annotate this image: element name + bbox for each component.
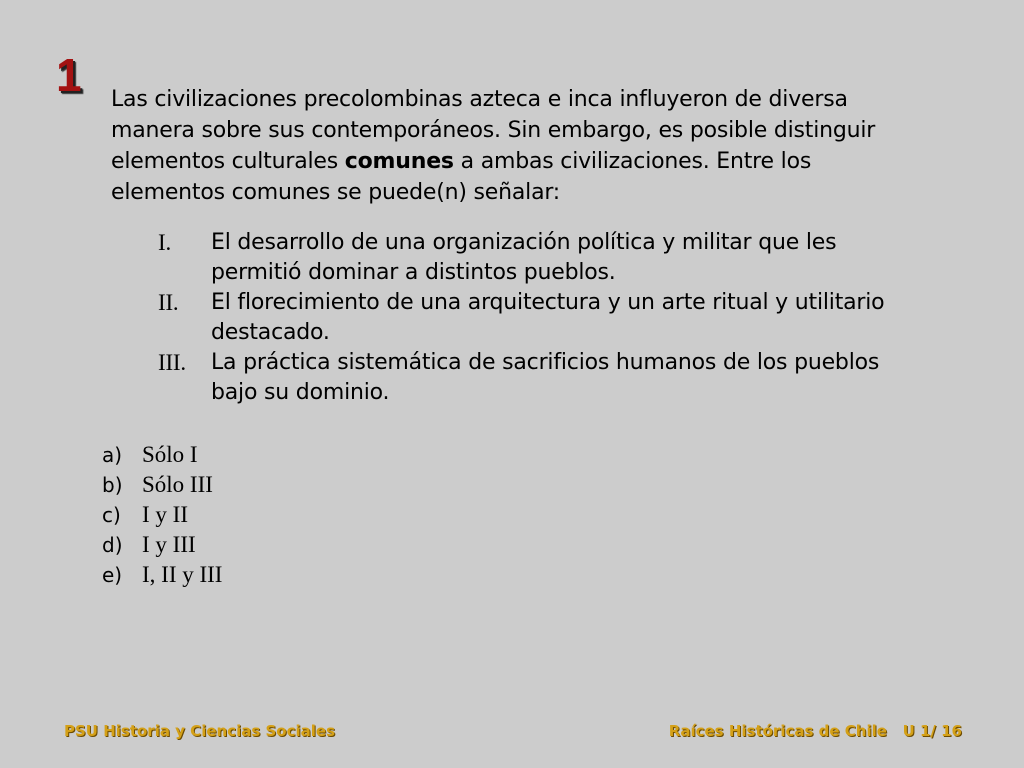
option-letter: d) xyxy=(102,533,123,557)
stem-text-2: a ambas civilizaciones. Entre los elementos comunes se puede(n) señalar: xyxy=(111,149,812,205)
statement-item xyxy=(158,288,918,348)
stem-text-1: Las civilizaciones precolombinas azteca e inca influyeron de diversa manera sobre sus contemporáneos. Sin embargo, es posible distinguir elementos culturales xyxy=(111,87,876,174)
option-letter: b) xyxy=(102,473,123,497)
answer-option-e[interactable] xyxy=(102,560,222,590)
option-text: Sólo III xyxy=(142,472,213,497)
statement-item xyxy=(158,228,918,288)
statement-text: El florecimiento de una arquitectura y un arte ritual y utilitario destacado. xyxy=(211,290,885,345)
answer-option-a[interactable] xyxy=(102,440,222,470)
answer-options xyxy=(102,440,222,590)
answer-option-b[interactable] xyxy=(102,470,222,500)
option-letter: c) xyxy=(102,503,121,527)
option-letter: e) xyxy=(102,563,123,587)
question-stem xyxy=(111,84,911,208)
statement-numeral: III. xyxy=(158,350,186,375)
question-number: 1 xyxy=(56,49,82,101)
footer-course-title: PSU Historia y Ciencias Sociales xyxy=(64,722,335,740)
option-text: I y III xyxy=(142,532,196,557)
statement-numeral: II. xyxy=(158,290,179,315)
option-letter: a) xyxy=(102,443,123,467)
option-text: I y II xyxy=(142,502,188,527)
answer-option-d[interactable] xyxy=(102,530,222,560)
statement-text: La práctica sistemática de sacrificios humanos de los pueblos bajo su dominio. xyxy=(211,350,880,405)
statement-list xyxy=(158,228,918,408)
statement-numeral: I. xyxy=(158,230,172,255)
stem-bold-word: comunes xyxy=(344,149,454,174)
answer-option-c[interactable] xyxy=(102,500,222,530)
statement-item xyxy=(158,348,918,408)
option-text: I, II y III xyxy=(142,562,223,587)
option-text: Sólo I xyxy=(142,442,198,467)
footer-unit-page: Raíces Históricas de Chile U 1/ 16 xyxy=(668,722,962,740)
statement-text: El desarrollo de una organización política y militar que les permitió dominar a distintos pueblos. xyxy=(211,230,837,285)
